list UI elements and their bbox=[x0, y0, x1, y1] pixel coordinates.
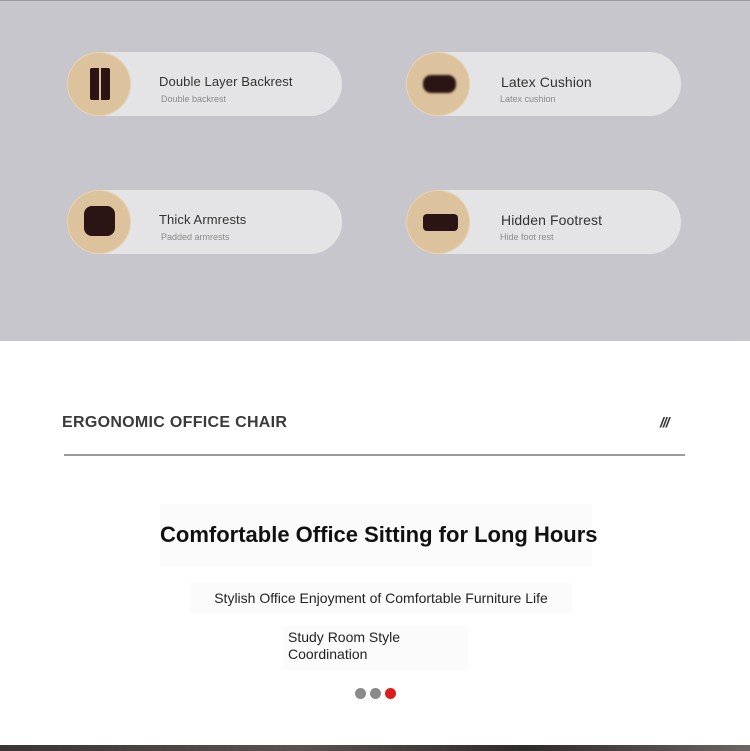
feature-title: Hidden Footrest bbox=[501, 212, 603, 228]
feature-subtitle: Hide foot rest bbox=[500, 232, 554, 242]
feature-badge bbox=[406, 190, 470, 254]
feature-title: Thick Armrests bbox=[159, 212, 247, 227]
feature-subtitle: Double backrest bbox=[161, 94, 227, 104]
style-note-line-2: Coordination bbox=[288, 646, 368, 662]
feature-title: Latex Cushion bbox=[501, 74, 592, 90]
menu-slashes-icon[interactable]: /// bbox=[660, 414, 669, 430]
feature-subtitle: Latex cushion bbox=[500, 94, 556, 104]
cushion-icon bbox=[423, 75, 456, 93]
feature-badge bbox=[67, 52, 131, 116]
subline: Stylish Office Enjoyment of Comfortable Furniture Life bbox=[190, 583, 572, 613]
style-note bbox=[283, 626, 468, 670]
feature-hidden-footrest bbox=[406, 190, 681, 254]
feature-badge bbox=[67, 190, 131, 254]
carousel-dots bbox=[355, 688, 396, 699]
product-header-title: ERGONOMIC OFFICE CHAIR bbox=[62, 414, 288, 431]
feature-thick-armrests bbox=[67, 190, 342, 254]
feature-subtitle: Padded armrests bbox=[161, 232, 230, 242]
backrest-icon bbox=[90, 68, 110, 100]
carousel-dot[interactable] bbox=[370, 688, 381, 699]
feature-latex-cushion bbox=[406, 52, 681, 116]
bottom-image-strip bbox=[0, 745, 750, 751]
headline: Comfortable Office Sitting for Long Hours bbox=[160, 504, 592, 566]
feature-badge bbox=[406, 52, 470, 116]
footrest-icon bbox=[423, 214, 458, 231]
armrest-icon bbox=[84, 206, 115, 236]
carousel-dot[interactable] bbox=[355, 688, 366, 699]
carousel-dot-active[interactable] bbox=[385, 688, 396, 699]
feature-title: Double Layer Backrest bbox=[159, 74, 293, 89]
features-section bbox=[0, 0, 750, 341]
style-note-line-1: Study Room Style bbox=[288, 629, 401, 645]
product-section bbox=[0, 341, 750, 751]
header-divider bbox=[64, 454, 685, 456]
feature-double-layer-backrest bbox=[67, 52, 342, 116]
